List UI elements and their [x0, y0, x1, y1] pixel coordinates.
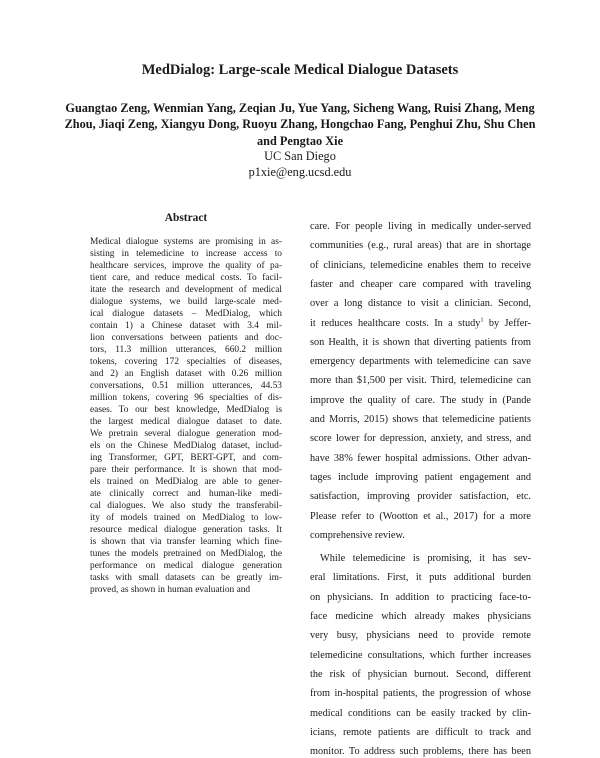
body-text-line: have 38% fewer hospital admissions. Other advan- [310, 452, 531, 464]
body-text-line: communities (e.g., rural areas) that are in shortage [310, 240, 531, 252]
body-text-line [310, 317, 531, 330]
abstract-line: resource medical dialogue generation tasks. It [90, 525, 282, 535]
body-text-line: Please refer to (Wootton et al., 2017) for a more [310, 510, 531, 522]
body-text-line: of clinicians, telemedicine enables them to receive [310, 259, 531, 271]
abstract-line: tunes the models pretrained on MedDialog, the [90, 549, 282, 559]
body-text-line: son Health, it is shown that diverting patients from [310, 336, 531, 348]
line-text: it reduces healthcare costs. In a study [310, 317, 481, 329]
abstract-line: We pretrain several dialogue generation mod- [90, 429, 282, 439]
abstract-line: and 2) an English dataset with 0.26 million [90, 369, 282, 379]
footnote-marker: 1 [480, 317, 484, 324]
body-text-line: over a long distance to visit a clinician. Second, [310, 298, 531, 310]
body-text-line: and Morris, 2015) shows that telemedicine patients [310, 414, 531, 425]
affiliation: UC San Diego [264, 149, 336, 163]
body-text-line: face medicine which already makes physicians [310, 611, 531, 622]
abstract-line: els trained on MedDialog are able to gener- [90, 477, 282, 487]
abstract-line: tors, 11.3 million utterances, 660.2 million [90, 345, 282, 355]
body-text-line: care. For people living in medically under-served [310, 221, 531, 232]
body-text-line: monitor. To address such problems, there has been [310, 746, 531, 758]
abstract-line: healthcare services, improve the quality of pa- [90, 261, 282, 271]
abstract-line: ical dialogue datasets – MedDialog, which [90, 309, 282, 319]
body-text-line: more than $1,500 per visit. Third, telemedicine can [310, 375, 531, 387]
abstract-line: tasks with small datasets can be greatly im- [90, 573, 282, 583]
body-text-line: score lower for depression, anxiety, and stress, and [310, 433, 531, 445]
abstract-line: ity of models trained on MedDialog to low- [90, 513, 282, 523]
abstract-line: tokens, covering 172 specialties of diseases, [90, 357, 282, 367]
abstract-line: proved, as shown in human evaluation and [90, 585, 251, 595]
paper-title: MedDialog: Large-scale Medical Dialogue Datasets [141, 62, 459, 78]
body-text-line: improve the quality of care. The study in (Pande [310, 394, 531, 406]
abstract-line: performance on medical dialogue generation [90, 561, 282, 571]
body-text-line: on physicians. In addition to practicing face-to- [310, 591, 531, 603]
body-text-line: tages include improving patient engagement and [310, 471, 531, 483]
author-list: Guangtao Zeng, Wenmian Yang, Zeqian Ju, Yue Yang, Sicheng Wang, Ruisi Zhang, Meng Zhou, Jiaqi Zeng, Xiangyu Dong, Ruoyu Zhang, Hongchao Fang, Penghui Zhu, Shu Chen and Pengtao Xie [64, 101, 536, 148]
abstract-line: Medical dialogue systems are promising in as- [90, 237, 282, 247]
body-text-line: comprehensive review. [310, 529, 405, 541]
abstract-line: conversations, 0.51 million utterances, 44.53 [90, 381, 282, 391]
abstract-line: eases. To our best knowledge, MedDialog is [90, 405, 282, 415]
body-text-line: eral limitations. First, it puts additional burden [310, 572, 531, 584]
abstract-line: ing Transformer, GPT, BERT-GPT, and com- [90, 453, 282, 463]
abstract-line: sisting in telemedicine to increase access to [90, 249, 282, 259]
body-text-line: While telemedicine is promising, it has sev- [320, 553, 531, 565]
line-text-tail: by Jeffer- [483, 317, 531, 329]
body-text-line: from in-hospital patients, the progression of whose [310, 688, 531, 700]
body-text-line: telemedicine consultations, which further increases [310, 649, 531, 661]
body-text-line: faster and cheaper care compared with traveling [310, 278, 531, 290]
abstract-line: ate clinically correct and human-like medi- [90, 489, 282, 499]
body-text-line: very busy, physicians need to provide remote [310, 630, 531, 642]
abstract-line: contain 1) a Chinese dataset with 3.4 mil- [90, 321, 282, 331]
author-email: p1xie@eng.ucsd.edu [248, 165, 352, 179]
body-text-line: emergency departments with telemedicine can save [310, 356, 531, 368]
abstract-line: lion conversations between patients and doc- [90, 333, 282, 343]
abstract-line: cal dialogues. We also study the transferabil- [90, 501, 282, 511]
abstract-line: the largest medical dialogue dataset to date. [90, 417, 282, 427]
abstract-line: is shown that via transfer learning which fine- [90, 537, 282, 547]
body-text-line: icians, remote patients are difficult to track and [310, 726, 531, 738]
body-text-line: satisfaction, improving provider satisfaction, etc. [310, 491, 531, 503]
body-text-line: medical conditions can be easily tracked by clin- [310, 707, 531, 719]
abstract-line: els on the Chinese MedDialog dataset, includ- [90, 441, 282, 451]
abstract-line: dialogue systems, we build large-scale med- [90, 297, 282, 307]
body-text-line: the risk of physician burnout. Second, different [310, 668, 531, 680]
abstract-heading: Abstract [164, 212, 208, 224]
abstract-line: tient care, and reduce medical costs. To facil- [90, 273, 282, 283]
abstract-line: million tokens, covering 96 specialties of dis- [90, 393, 282, 403]
abstract-line: itate the research and development of medical [90, 285, 282, 295]
abstract-line: pare their performance. It is shown that mod- [90, 465, 282, 475]
